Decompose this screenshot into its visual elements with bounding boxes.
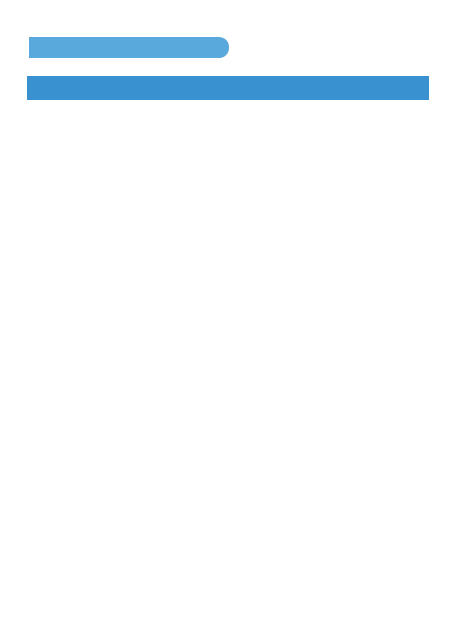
title-banner <box>29 37 229 58</box>
header-unit <box>27 76 79 100</box>
header-term <box>79 76 165 100</box>
glossary-table <box>27 76 429 600</box>
header-desc <box>165 76 429 100</box>
table-header <box>27 76 429 100</box>
footer-notes <box>34 603 106 608</box>
